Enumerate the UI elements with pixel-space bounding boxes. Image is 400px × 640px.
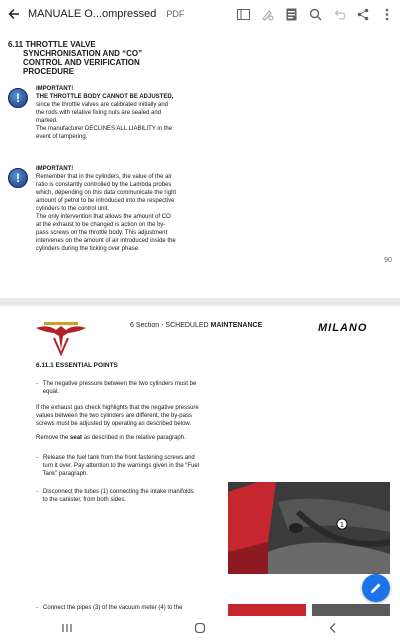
- warning-block-1: [36, 85, 191, 141]
- nav-back-button[interactable]: [321, 618, 345, 638]
- bullet-3: [36, 488, 224, 504]
- text-line: - Release the fuel tank from the front fastening screws and: [36, 455, 195, 461]
- back-button[interactable]: [0, 0, 28, 28]
- bullet-4: [36, 604, 224, 612]
- bullet-1: [36, 380, 224, 396]
- text-line: to the canister, from both sides.: [36, 497, 127, 503]
- text-span-bold: seat: [70, 435, 83, 441]
- page-separator: [0, 298, 400, 306]
- warning-line: ratio is constantly controlled by the Lambda probes: [36, 182, 172, 188]
- home-button[interactable]: [188, 618, 212, 638]
- section-title-line: SYNCHRONISATION AND “CO”: [23, 49, 143, 58]
- warning-line: cylinders during the ticking over phase.: [36, 246, 140, 252]
- warning-line: cylinders to the control unit.: [36, 206, 110, 212]
- warning-line: pass screws on the throttle body. This adjustment: [36, 230, 168, 236]
- header-section-suffix: SCHEDULED: [165, 322, 211, 329]
- warning-icon: !: [8, 168, 28, 188]
- section-title: [8, 40, 188, 76]
- text-span: Remove the: [36, 435, 71, 441]
- section-title-line: PROCEDURE: [23, 67, 75, 76]
- section-title-line: CONTROL AND VERIFICATION: [23, 58, 140, 67]
- pencil-icon: [369, 581, 383, 595]
- recent-apps-button[interactable]: [55, 618, 79, 638]
- document-title: MANUALE O...ompressed: [28, 8, 157, 20]
- bullet-2: [36, 454, 224, 478]
- share-button[interactable]: [356, 7, 370, 21]
- more-vert-icon: [385, 8, 389, 21]
- text-line: - Disconnect the tubes (1) connecting the intake manifolds: [36, 489, 194, 495]
- header-section-prefix: 6 Section -: [130, 322, 166, 329]
- text-line: screws must be adjusted by operating as described below.: [36, 421, 192, 427]
- intake-manifold-photo: [228, 482, 390, 574]
- chevron-left-icon: [328, 622, 338, 634]
- subsection-title: 6.11.1 ESSENTIAL POINTS: [36, 362, 118, 369]
- app-bar: [0, 0, 400, 28]
- text-line: - The negative pressure between the two cylinders must be: [36, 381, 197, 387]
- reading-mode-icon: [237, 9, 250, 20]
- warning-line: Remember that in the cylinders, the value of the air: [36, 174, 172, 180]
- milano-brand: MILANO: [318, 322, 368, 334]
- warning-heading: IMPORTANT!: [36, 166, 74, 172]
- share-icon: [357, 8, 369, 21]
- undo-button[interactable]: [332, 7, 346, 21]
- photo-callout-label: 1: [340, 522, 344, 529]
- text-line: turn it over. Pay attention to the warnings given in the “Fuel: [36, 463, 200, 469]
- recent-apps-icon: [61, 623, 73, 633]
- system-nav-bar: [0, 616, 400, 640]
- document-icon: [286, 8, 297, 21]
- search-icon: [309, 8, 322, 21]
- annotate-button[interactable]: [260, 7, 274, 21]
- header-section-bold: MAINTENANCE: [210, 322, 263, 329]
- text-line: Tank” paragraph.: [36, 471, 88, 477]
- warning-line: amount of petrol to be introduced into the respective: [36, 198, 175, 204]
- warning-icon: !: [8, 88, 28, 108]
- text-line: If the exhaust gas check highlights that the negative pressure: [36, 405, 199, 411]
- next-photo-right: [312, 604, 390, 616]
- warning-line: at the exhaust to be changed is action on the by-: [36, 222, 166, 228]
- warning-line: the rods with relative fixing nuts are sealed and: [36, 110, 162, 116]
- warning-line: which, depending on this data communicate the right: [36, 190, 177, 196]
- warning-bold-line: THE THROTTLE BODY CANNOT BE ADJUSTED,: [36, 94, 174, 100]
- pdf-page-1: [0, 28, 400, 298]
- paragraph-1: [36, 404, 224, 428]
- home-icon: [194, 622, 206, 634]
- section-title-line: 6.11 THROTTLE VALVE: [8, 40, 96, 49]
- back-arrow-icon: [7, 7, 21, 21]
- paragraph-2: [36, 434, 224, 442]
- search-button[interactable]: [308, 7, 322, 21]
- warning-line: The manufacturer DECLINES ALL LIABILITY in the: [36, 126, 173, 132]
- text-line: equal.: [36, 389, 60, 395]
- warning-block-2: [36, 165, 191, 253]
- moto-guzzi-eagle-logo: [34, 320, 88, 356]
- edit-fab-button[interactable]: [362, 574, 390, 602]
- text-line: values between the two cylinders are different, the by-pass: [36, 413, 192, 419]
- pen-hand-icon: [261, 8, 274, 21]
- warning-heading: IMPORTANT!: [36, 86, 74, 92]
- file-type-label: PDF: [166, 9, 185, 19]
- undo-icon: [333, 9, 346, 20]
- warning-line: marked.: [36, 118, 58, 124]
- page-header-section: [130, 322, 262, 329]
- warning-line: intervenes on the amount of air introduced inside the: [36, 238, 176, 244]
- next-photo-left: [228, 604, 306, 616]
- text-line: - Connect the pipes (3) of the vacuum meter (4) to the: [36, 605, 183, 611]
- more-options-button[interactable]: [380, 7, 394, 21]
- warning-line: The only intervention that allows the amount of CO: [36, 214, 171, 220]
- pdf-page-2: [0, 306, 400, 616]
- reading-mode-button[interactable]: [236, 7, 250, 21]
- text-span: as described in the relative paragraph.: [82, 435, 186, 441]
- document-view-button[interactable]: [284, 7, 298, 21]
- warning-line: since the throttle valves are calibrated initially and: [36, 102, 169, 108]
- page-number-indicator: 90: [384, 257, 392, 264]
- warning-line: event of tampering.: [36, 134, 88, 140]
